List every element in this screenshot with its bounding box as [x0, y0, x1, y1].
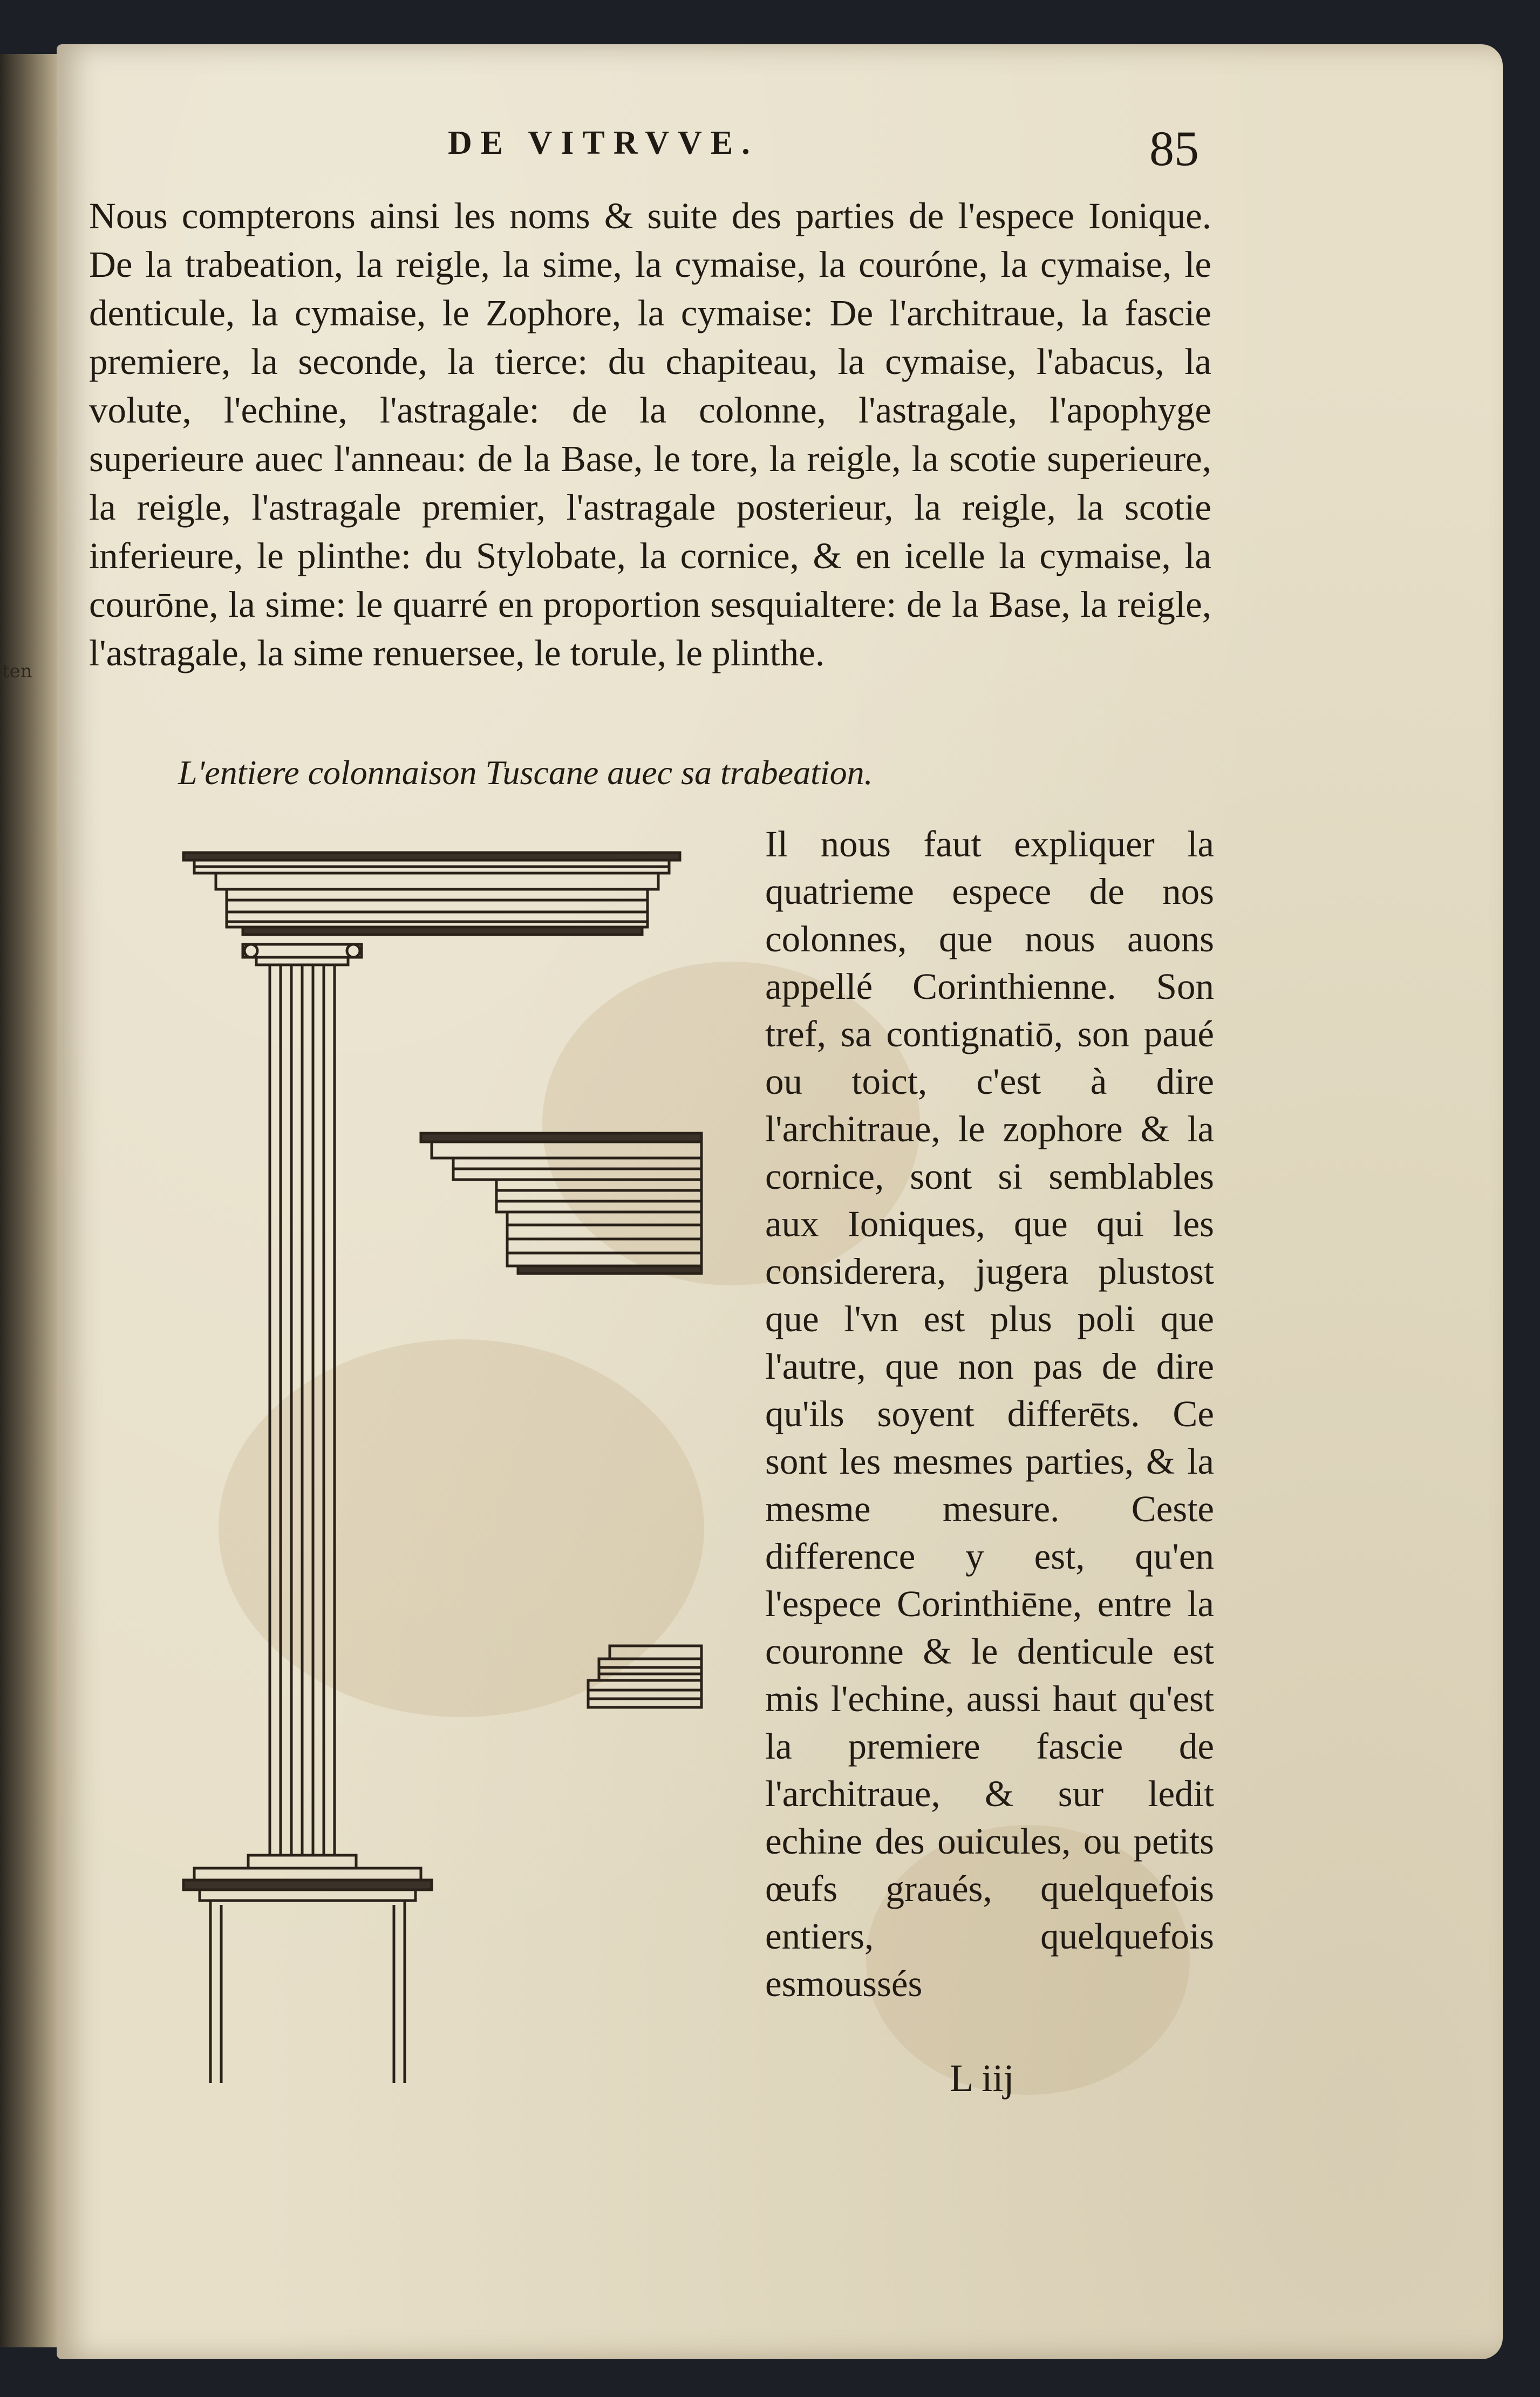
figure-caption: L'entiere colonnaison Tuscane auec sa trabeation. [178, 753, 873, 792]
facing-page-text-fragment: ten [2, 660, 32, 682]
running-head: DE VITRVVE. [448, 125, 759, 161]
signature-mark: L iij [950, 2056, 1014, 2100]
capital [243, 944, 362, 965]
column-shaft [270, 965, 335, 1855]
side-column-text: Il nous faut expliquer la quatrieme espece de nos colonnes, que nous auons appellé Corinthienne. Son tref, sa contignatiō, son paué ou toict, c'est à dire l'architraue, le zophore & la cornice, sont si semblables aux Ioniques, que qui les considerera, jugera plustost que l'vn est plus poli que l'autre, que non pas de dire qu'ils soyent differēts. Ce sont les mesmes parties, & la mesme mesure. Ceste difference y est, qu'en l'espece Corinthiēne, entre la couronne & le denticule est mis l'echine, aussi haut qu'est la premiere fascie de l'architraue, & sur ledit echine des ouicules, ou petits œufs graués, quelquefois entiers, quelquefois esmoussés [765, 823, 1214, 2004]
page-number: 85 [1149, 121, 1199, 176]
entablature-full [183, 853, 680, 935]
pedestal [178, 1901, 437, 2083]
cornice-detail [421, 1133, 701, 1274]
column-base [183, 1855, 432, 1901]
body-paragraph: Nous compterons ainsi les noms & suite des parties de l'espece Ionique. De la trabeation, la reigle, la sime, la cymaise, la couróne, la cymaise, le denticule, la cymaise, le Zophore, la cymaise: De l'architraue, la fascie premiere, la seconde, la tierce: du chapiteau, la cymaise, l'abacus, la volute, l'echine, l'astragale: de la colonne, l'astragale, l'apophyge superieure auec l'anneau: de la Base, le tore, la reigle, la scotie superieure, la reigle, l'astragale premier, l'astragale posterieur, la reigle, la scotie inferieure, le plinthe: du Stylobate, la cornice, & en icelle la cymaise, la courōne, la sime: le quarré en proportion sesquialtere: de la Base, la reigle, l'astragale, la sime renuersee, le torule, le plinthe. [89, 195, 1211, 673]
small-base-detail [588, 1646, 701, 1707]
tuscan-column-woodcut [162, 831, 728, 2083]
